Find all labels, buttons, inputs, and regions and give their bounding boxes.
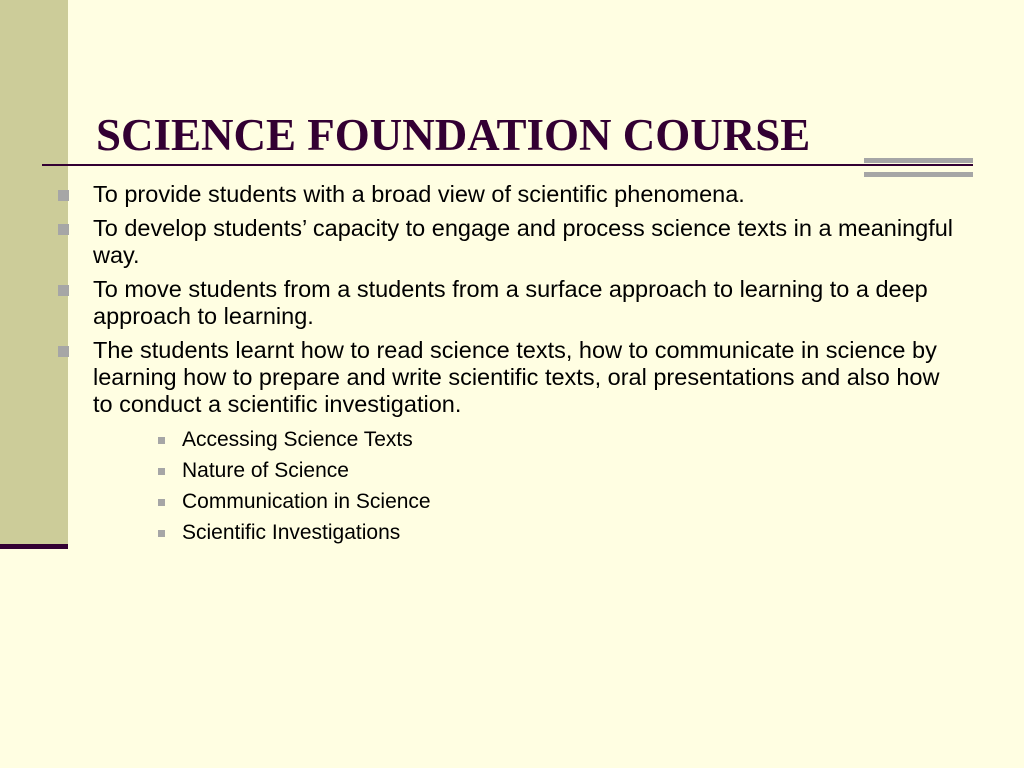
bullet-item (56, 276, 956, 330)
square-bullet-icon (58, 346, 69, 357)
square-bullet-icon (58, 224, 69, 235)
sub-bullet-item (156, 489, 431, 515)
bullet-item (56, 215, 956, 269)
sub-bullet-text: Communication in Science (182, 490, 431, 513)
sub-bullet-item (156, 427, 431, 453)
sub-bullet-list (156, 427, 431, 551)
small-square-bullet-icon (158, 499, 165, 506)
square-bullet-icon (58, 285, 69, 296)
small-square-bullet-icon (158, 437, 165, 444)
bullet-text: The students learnt how to read science texts, how to communicate in science by learning how to prepare and write scientific texts, oral presentations and also how to conduct a scientific investigation. (93, 337, 940, 417)
bullet-item (56, 181, 956, 208)
bullet-text: To develop students’ capacity to engage and process science texts in a meaningful way. (93, 215, 954, 268)
sub-bullet-text: Accessing Science Texts (182, 428, 413, 451)
title-divider (42, 164, 973, 166)
sub-bullet-text: Scientific Investigations (182, 521, 401, 544)
small-square-bullet-icon (158, 530, 165, 537)
bullet-text: To move students from a students from a surface approach to learning to a deep approach to learning. (93, 276, 928, 329)
bullet-text: To provide students with a broad view of scientific phenomena. (93, 181, 745, 207)
small-square-bullet-icon (158, 468, 165, 475)
accent-bar-bottom (864, 172, 973, 177)
accent-bar-top (864, 158, 973, 163)
sub-bullet-item (156, 520, 431, 546)
sidebar-underline (0, 544, 68, 549)
bullet-item (56, 337, 956, 418)
sub-bullet-item (156, 458, 431, 484)
sub-bullet-text: Nature of Science (182, 459, 349, 482)
main-bullet-list (56, 181, 956, 425)
square-bullet-icon (58, 190, 69, 201)
slide-title: SCIENCE FOUNDATION COURSE (96, 110, 811, 160)
